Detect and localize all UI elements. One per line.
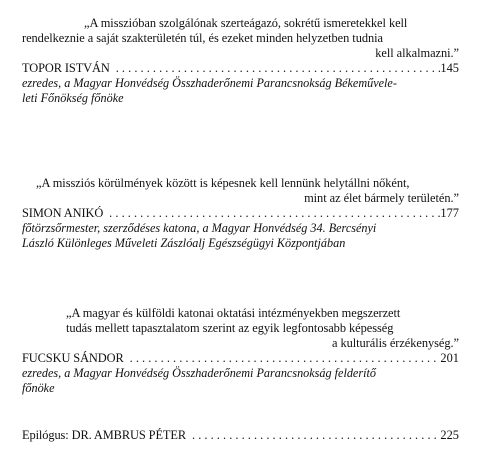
author-name: SIMON ANIKÓ [22,206,104,220]
leader-dots [103,206,440,221]
author-name: FUCSKU SÁNDOR [22,351,124,365]
epilogue-label: Epilógus: DR. AMBRUS PÉTER [22,428,187,442]
toc-entry-epilogue [22,428,459,443]
author-name: TOPOR ISTVÁN [22,61,110,75]
entry-quote [22,16,459,61]
quote-line: rendelkeznie a saját szakterületén túl, és ezeket minden helyzetben tudnia [22,31,383,45]
author-role [22,366,459,396]
leader-dots [110,61,441,76]
quote-line: tudás mellett tapasztalatom szerint az egyik legfontosabb képesség [66,321,394,335]
quote-line: „A magyar és külföldi katonai oktatási intézményekben megszerzett [66,306,401,320]
entry-quote [22,176,459,206]
page-number: 177 [440,206,459,220]
role-line: László Különleges Műveleti Zászlóalj Egészségügyi Központjában [22,236,346,250]
entry-quote [22,306,459,351]
entry-name-row[interactable] [22,351,459,366]
leader-dots [124,351,441,366]
entry-name-row[interactable] [22,206,459,221]
quote-line: mint az élet bármely területén.” [304,191,459,205]
role-line: leti Főnökség főnöke [22,91,124,105]
toc-entry-topor [22,16,459,106]
entry-name-row[interactable] [22,61,459,76]
page-number: 225 [440,428,459,442]
author-role [22,221,459,251]
toc-entry-simon [22,176,459,251]
author-role [22,76,459,106]
role-line: ezredes, a Magyar Honvédség Összhaderőnemi Parancsnokság Békeművele- [22,76,397,90]
quote-line: kell alkalmazni.” [375,46,459,60]
leader-dots [186,428,440,443]
quote-line: „A missziós körülmények között is képesnek kell lennünk helytállni nőként, [36,176,410,190]
role-line: ezredes, a Magyar Honvédség Összhaderőnemi Parancsnokság felderítő [22,366,376,380]
toc-entry-fucsku [22,306,459,396]
epilogue-row[interactable] [22,428,459,443]
role-line: főtörzsőrmester, szerződéses katona, a Magyar Honvédség 34. Bercsényi [22,221,377,235]
page-number: 145 [440,61,459,75]
role-line: főnöke [22,381,55,395]
quote-line: „A misszióban szolgálónak szerteágazó, sokrétű ismeretekkel kell [84,16,408,30]
page-number: 201 [440,351,459,365]
quote-line: a kulturális érzékenység.” [331,336,459,350]
